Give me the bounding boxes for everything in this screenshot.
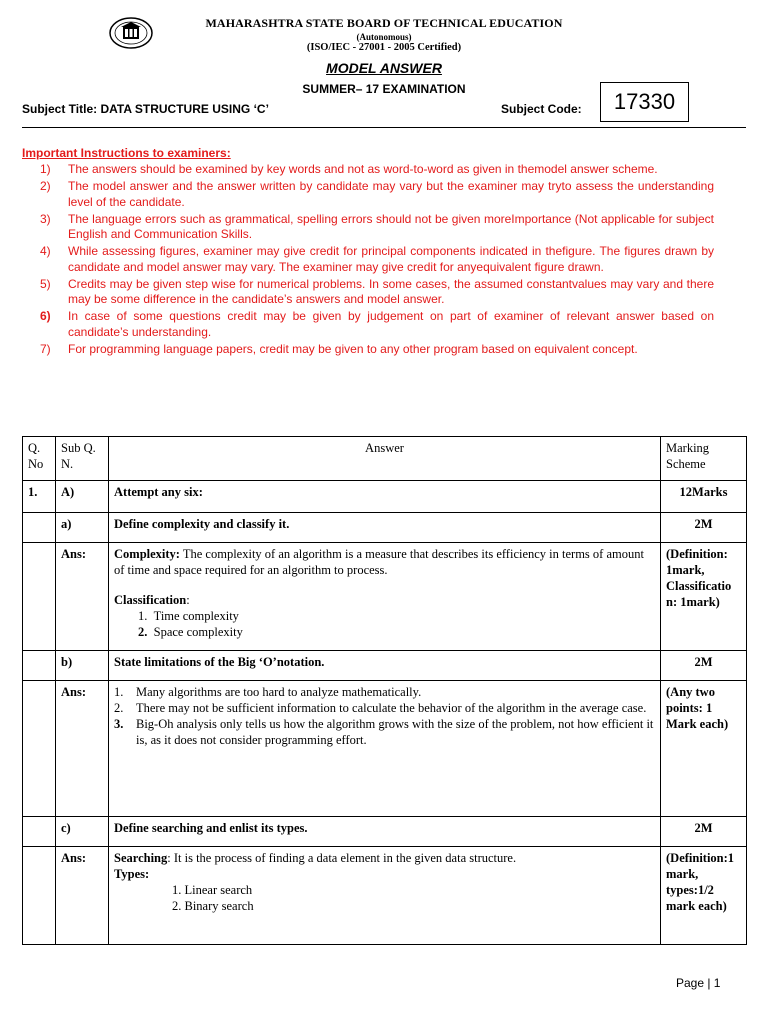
header-answer: Answer bbox=[109, 437, 661, 481]
instruction-item: 4) While assessing figures, examiner may give credit for principal components indicated in thefigure. The figures drawn by candidate and model answer may vary. The examiner may give credit for anyequivalent figure drawn. bbox=[40, 244, 714, 274]
answer-cell: 1. Many algorithms are too hard to analyze mathematically. 2. There may not be sufficient information to calculate the behavior of the algorithm in the average case. 3. Big-Oh analysis only tells us how the algorithm grows with the size of the problem, not how efficient it is, as it does not consider programming effort. bbox=[109, 681, 661, 817]
header-marking-scheme: Marking Scheme bbox=[661, 437, 747, 481]
ans-label: Ans: bbox=[56, 543, 109, 651]
table-row bbox=[23, 513, 747, 543]
board-certification: (ISO/IEC - 27001 - 2005 Certified) bbox=[306, 42, 462, 53]
marks: 2M bbox=[661, 651, 747, 681]
header-sub-q: Sub Q. N. bbox=[56, 437, 109, 481]
instruction-item: 2) The model answer and the answer written by candidate may vary but the examiner may tryto assess the understanding level of the candidate. bbox=[40, 179, 714, 209]
table-row bbox=[23, 817, 747, 847]
q-number: 1. bbox=[23, 481, 56, 513]
instruction-item: 3) The language errors such as grammatical, spelling errors should not be given moreImportance (Not applicable for subject English and Communication Skills. bbox=[40, 211, 714, 241]
instruction-item: 1) The answers should be examined by key words and not as word-to-word as given in themodel answer scheme. bbox=[40, 162, 658, 176]
board-name: MAHARASHTRA STATE BOARD OF TECHNICAL EDUCATION bbox=[205, 16, 563, 30]
table-row bbox=[23, 543, 747, 651]
header-q-no: Q. No bbox=[23, 437, 56, 481]
board-heading bbox=[0, 16, 768, 53]
subject-title: Subject Title: DATA STRUCTURE USING ‘C’ bbox=[22, 102, 269, 116]
question-text: Attempt any six: bbox=[109, 481, 661, 513]
marks: (Definition:1 mark, types:1/2 mark each) bbox=[661, 847, 747, 945]
sub-q: b) bbox=[56, 651, 109, 681]
answer-cell: Complexity: The complexity of an algorithm is a measure that describes its efficiency in terms of amount of time and space required for an algorithm to process. Classification: 1. Time complexity 2. Space complexity bbox=[109, 543, 661, 651]
board-autonomous: (Autonomous) bbox=[356, 32, 412, 42]
subject-code-label: Subject Code: bbox=[501, 102, 582, 116]
sub-q: c) bbox=[56, 817, 109, 847]
table-row bbox=[23, 651, 747, 681]
sub-q: a) bbox=[56, 513, 109, 543]
instruction-item: 5) Credits may be given step wise for numerical problems. In some cases, the assumed constantvalues may vary and there may be some difference in the candidate’s answers and model answer. bbox=[40, 276, 714, 306]
ans-label: Ans: bbox=[56, 847, 109, 945]
table-header-row bbox=[23, 437, 747, 481]
answer-table bbox=[22, 436, 747, 945]
table-row bbox=[23, 681, 747, 817]
subject-code-box: 17330 bbox=[600, 82, 689, 122]
ans-label: Ans: bbox=[56, 681, 109, 817]
page-number: Page | 1 bbox=[676, 976, 721, 990]
instructions-title: Important Instructions to examiners: bbox=[22, 146, 231, 160]
exam-name: SUMMER– 17 EXAMINATION bbox=[302, 82, 466, 96]
marks: (Any two points: 1 Mark each) bbox=[661, 681, 747, 817]
question-text: Define searching and enlist its types. bbox=[109, 817, 661, 847]
marks: 12Marks bbox=[661, 481, 747, 513]
table-row bbox=[23, 481, 747, 513]
model-answer-title: MODEL ANSWER bbox=[326, 60, 442, 76]
header-divider bbox=[22, 127, 746, 128]
marks: 2M bbox=[661, 513, 747, 543]
question-text: Define complexity and classify it. bbox=[109, 513, 661, 543]
question-text: State limitations of the Big ‘O’notation. bbox=[109, 651, 661, 681]
answer-cell: Searching: It is the process of finding a data element in the given data structure. Types: 1. Linear search 2. Binary search bbox=[109, 847, 661, 945]
marks: 2M bbox=[661, 817, 747, 847]
sub-q: A) bbox=[56, 481, 109, 513]
instruction-item: 6) In case of some questions credit may be given by judgement on part of examiner of relevant answer based on candidate’s understanding. bbox=[40, 309, 714, 339]
instruction-item: 7) For programming language papers, credit may be given to any other program based on equivalent concept. bbox=[40, 341, 638, 356]
marks: (Definition: 1mark, Classificatio n: 1mark) bbox=[661, 543, 747, 651]
instructions-list bbox=[40, 162, 714, 359]
table-row bbox=[23, 847, 747, 945]
